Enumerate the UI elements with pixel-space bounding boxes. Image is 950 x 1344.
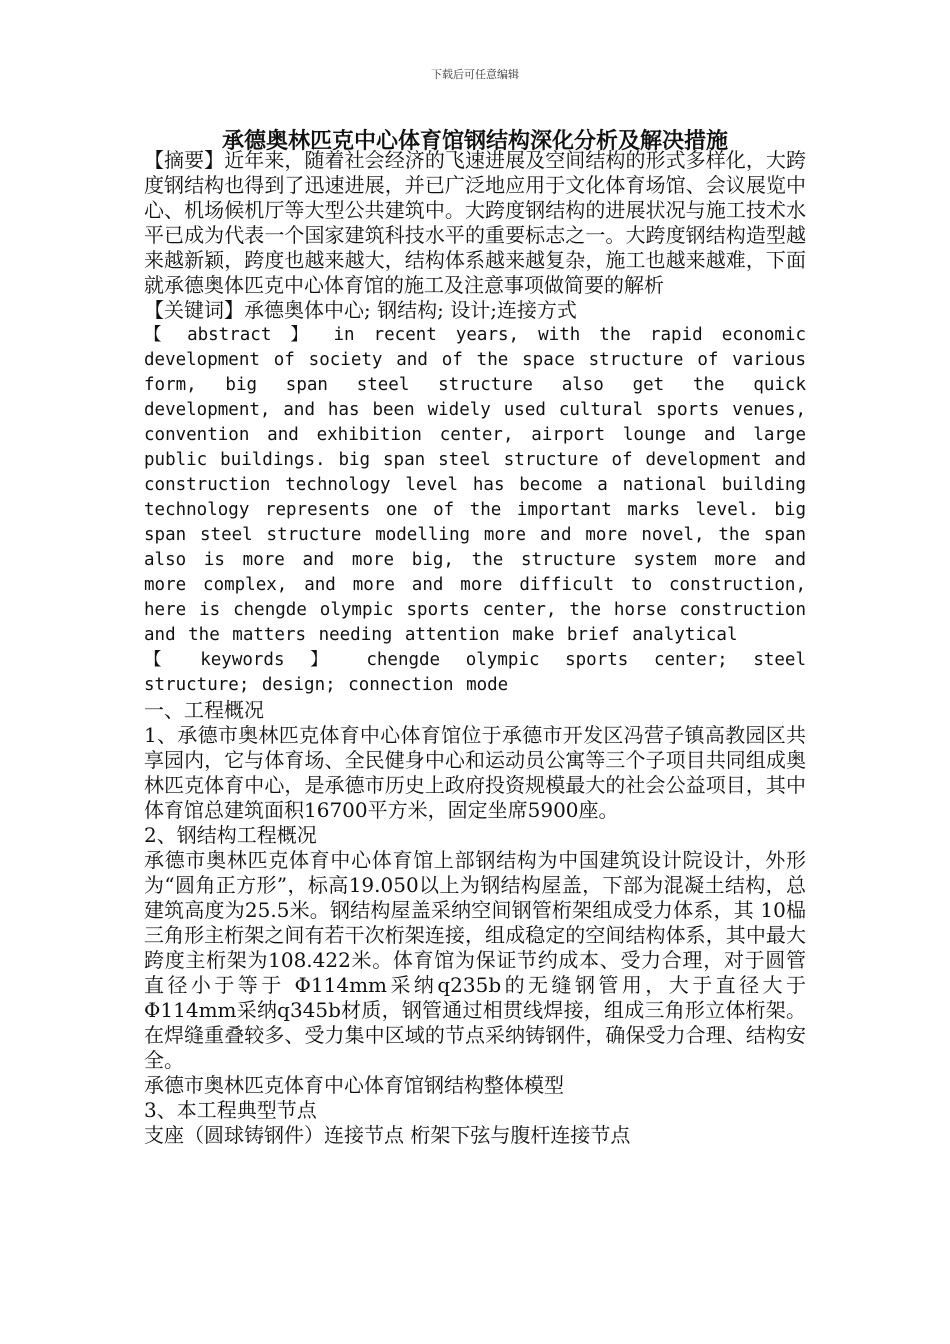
document-body [144,148,806,1148]
abstract-en: 【 abstract 】 in recent years, with the rapid economic development of society and of the space structure of various form, big span steel structure also get the quick development, and has been widely used cultural sports venues, convention and exhibition center, airport lounge and large public buildings. big span steel structure of development and construction technology level has become a national building technology represents one of the important marks level. big span steel structure modelling more and more novel, the span also is more and more big, the structure system more and more complex, and more and more difficult to construction, here is chengde olympic sports center, the horse construction and the matters needing attention make brief analytical [144,325,806,645]
section2-heading: 2、钢结构工程概况 [144,823,317,847]
section1-heading: 一、工程概况 [144,698,264,722]
keywords-cn: 【关键词】承德奥体中心; 钢结构; 设计;连接方式 [144,298,577,322]
section3-heading: 3、本工程典型节点 [144,1098,317,1122]
abstract-cn: 【摘要】近年来，随着社会经济的飞速进展及空间结构的形式多样化，大跨度钢结构也得到了迅速进展，并已广泛地应用于文化体育场馆、会议展览中心、机场候机厅等大型公共建筑中。大跨度钢结构的进展状况与施工技术水平已成为代表一个国家建筑科技水平的重要标志之一。大跨度钢结构造型越来越新颖，跨度也越来越大，结构体系越来越复杂，施工也越来越难，下面就承德奥体匹克中心体育馆的施工及注意事项做简要的解析 [144,148,806,297]
document-title: 承德奥林匹克中心体育馆钢结构深化分析及解决措施 [222,128,729,154]
nodes-caption: 支座（圆球铸钢件）连接节点 桁架下弦与腹杆连接节点 [144,1123,631,1147]
header-note: 下载后可任意编辑 [431,68,519,81]
keywords-en: 【 keywords 】 chengde olympic sports center; steel structure; design; connection mode [144,650,806,695]
section2-paragraph: 承德市奥林匹克体育中心体育馆上部钢结构为中国建筑设计院设计，外形为“圆角正方形”，标高19.050以上为钢结构屋盖，下部为混凝土结构，总建筑高度为25.5米。钢结构屋盖采纳空间钢管桁架组成受力体系，其 10榀三角形主桁架之间有若干次桁架连接，组成稳定的空间结构体系，其中最大跨度主桁架为108.422米。体育馆为保证节约成本、受力合理，对于圆管直径小于等于 Φ114mm采纳q235b的无缝钢管用，大于直径大于 Φ114mm采纳q345b材质，钢管通过相贯线焊接，组成三角形立体桁架。在焊缝重叠较多、受力集中区域的节点采纳铸钢件，确保受力合理、结构安全。 [144,848,806,1072]
model-caption: 承德市奥林匹克体育中心体育馆钢结构整体模型 [144,1073,564,1097]
section1-paragraph: 1、承德市奥林匹克体育中心体育馆位于承德市开发区冯营子镇高教园区共享园内，它与体育场、全民健身中心和运动员公寓等三个子项目共同组成奥林匹克体育中心，是承德市历史上政府投资规模最大的社会公益项目，其中体育馆总建筑面积16700平方米，固定坐席5900座。 [144,723,806,822]
